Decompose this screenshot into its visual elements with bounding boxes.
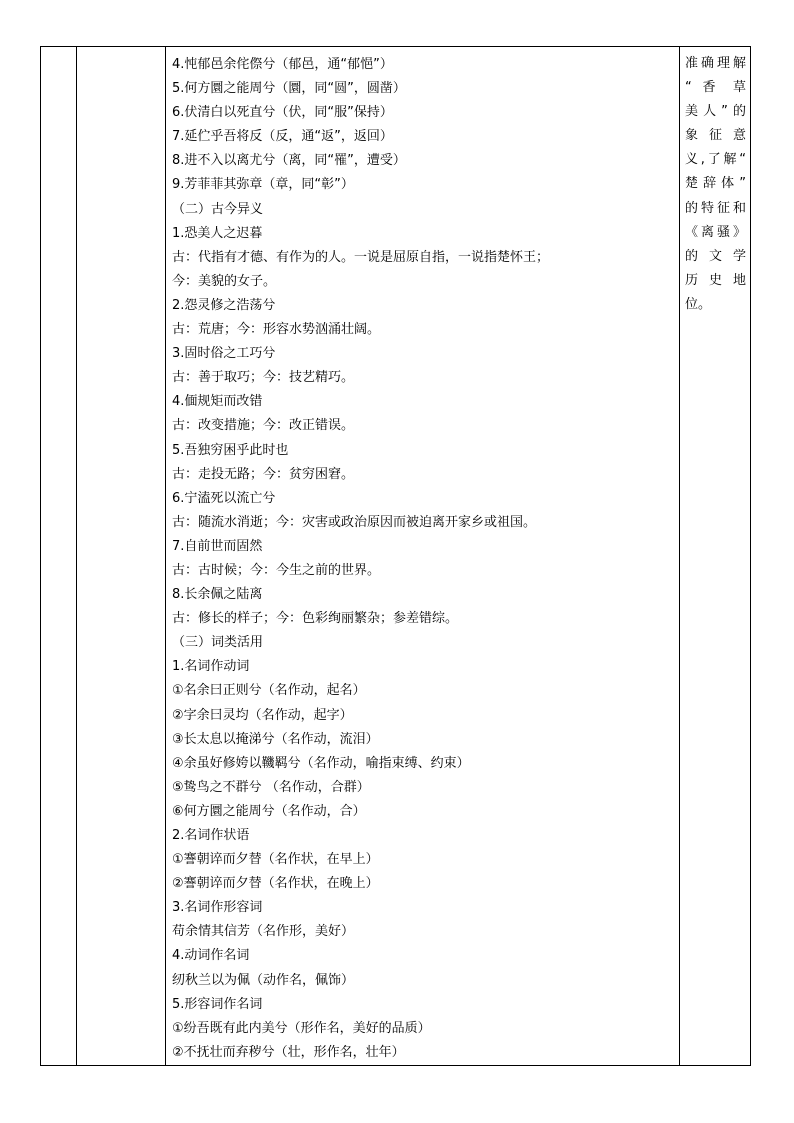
- content-line: 1.名词作动词: [172, 659, 250, 675]
- content-line: ②字余曰灵均（名作动，起字）: [172, 707, 353, 723]
- content-line: 5.吾独穷困乎此时也: [172, 442, 289, 458]
- section-heading: （三）词类活用: [172, 635, 264, 651]
- objective-cell: [680, 47, 751, 1066]
- section-heading: （二）古今异义: [172, 201, 264, 217]
- content-line: ④余虽好修姱以鞿羁兮（名作动，喻指束缚、约束）: [172, 755, 470, 771]
- objective-line: 义,了解“: [685, 152, 746, 168]
- content-line: ⑤鸷鸟之不群兮 （名作动，合群）: [172, 779, 370, 795]
- content-line: ①謇朝谇而夕替（名作状，在早上）: [172, 852, 379, 868]
- content-line: 4.忳郁邑余侘傺兮（郁邑，通“郁悒”）: [172, 57, 393, 72]
- content-lines: [166, 47, 679, 1065]
- content-line: 7.延伫乎吾将反（反，通“返”，返回）: [172, 129, 393, 145]
- content-line: 纫秋兰以为佩（动作名，佩饰）: [172, 972, 355, 988]
- content-line: 古：走投无路；今：贫穷困窘。: [172, 466, 355, 482]
- objective-line: 《离骚》: [685, 224, 746, 240]
- objective-line: 的特征和: [685, 200, 746, 216]
- objective-line: 的 文 学: [685, 248, 746, 264]
- content-line: 古：古时候；今：今生之前的世界。: [172, 562, 381, 578]
- content-line: 9.芳菲菲其弥章（章，同“彰”）: [172, 177, 354, 193]
- content-line: ⑥何方圜之能周兮（名作动，合）: [172, 803, 366, 819]
- content-line: 古：修长的样子；今：色彩绚丽繁杂；参差错综。: [172, 611, 459, 627]
- content-line: ①纷吾既有此内美兮（形作名，美好的品质）: [172, 1020, 431, 1036]
- content-line: ①名余曰正则兮（名作动，起名）: [172, 683, 366, 699]
- content-line: 8.长余佩之陆离: [172, 587, 263, 603]
- content-line: ②謇朝谇而夕替（名作状，在晚上）: [172, 876, 379, 892]
- table-row: [41, 47, 751, 1066]
- content-line: ③长太息以掩涕兮（名作动，流泪）: [172, 731, 379, 747]
- content-line: 5.形容词作名词: [172, 996, 263, 1012]
- objective-line: 历 史 地: [685, 272, 746, 288]
- objective-line: 楚辞体”: [685, 176, 746, 192]
- content-line: 古：代指有才德、有作为的人。一说是屈原自指，一说指楚怀王；: [172, 249, 550, 265]
- content-line: 古：荒唐；今：形容水势汹涌壮阔。: [172, 322, 381, 338]
- content-line: 6.宁溘死以流亡兮: [172, 490, 276, 506]
- content-line: 4.动词作名词: [172, 948, 250, 964]
- content-line: 今：美貌的女子。: [172, 273, 277, 289]
- content-line: 8.进不入以离尤兮（离，同“罹”，遭受）: [172, 153, 406, 169]
- objective-lines: [680, 47, 750, 317]
- content-line: 苟余情其信芳（名作形，美好）: [172, 924, 355, 940]
- content-line: 2.名词作状语: [172, 828, 250, 843]
- content-cell: [166, 47, 680, 1066]
- content-line: 2.怨灵修之浩荡兮: [172, 297, 276, 313]
- content-line: 古：善于取巧；今：技艺精巧。: [172, 370, 355, 386]
- content-line: 古：改变措施；今：改正错误。: [172, 418, 355, 434]
- content-line: 3.名词作形容词: [172, 900, 263, 916]
- blank-cell-1: [41, 47, 77, 1066]
- content-line: 古：随流水消逝；今：灾害或政治原因而被迫离开家乡或祖国。: [172, 514, 537, 530]
- content-line: 4.偭规矩而改错: [172, 394, 263, 410]
- objective-line: 准确理解: [685, 56, 746, 71]
- content-line: 7.自前世而固然: [172, 538, 263, 554]
- content-line: 5.何方圜之能周兮（圜，同“圆”，圆凿）: [172, 81, 406, 97]
- content-line: 6.伏清白以死直兮（伏，同“服”保持）: [172, 105, 393, 121]
- blank-cell-2: [77, 47, 166, 1066]
- content-line: ②不抚壮而弃秽兮（壮，形作名，壮年）: [172, 1044, 405, 1060]
- objective-line: “ 香 草: [685, 80, 746, 96]
- objective-line: 位。: [685, 296, 712, 312]
- content-line: 3.固时俗之工巧兮: [172, 346, 276, 362]
- lesson-table: [40, 46, 751, 1066]
- content-line: 1.恐美人之迟暮: [172, 225, 263, 241]
- objective-line: 象 征 意: [685, 128, 746, 144]
- objective-line: 美人”的: [685, 104, 746, 120]
